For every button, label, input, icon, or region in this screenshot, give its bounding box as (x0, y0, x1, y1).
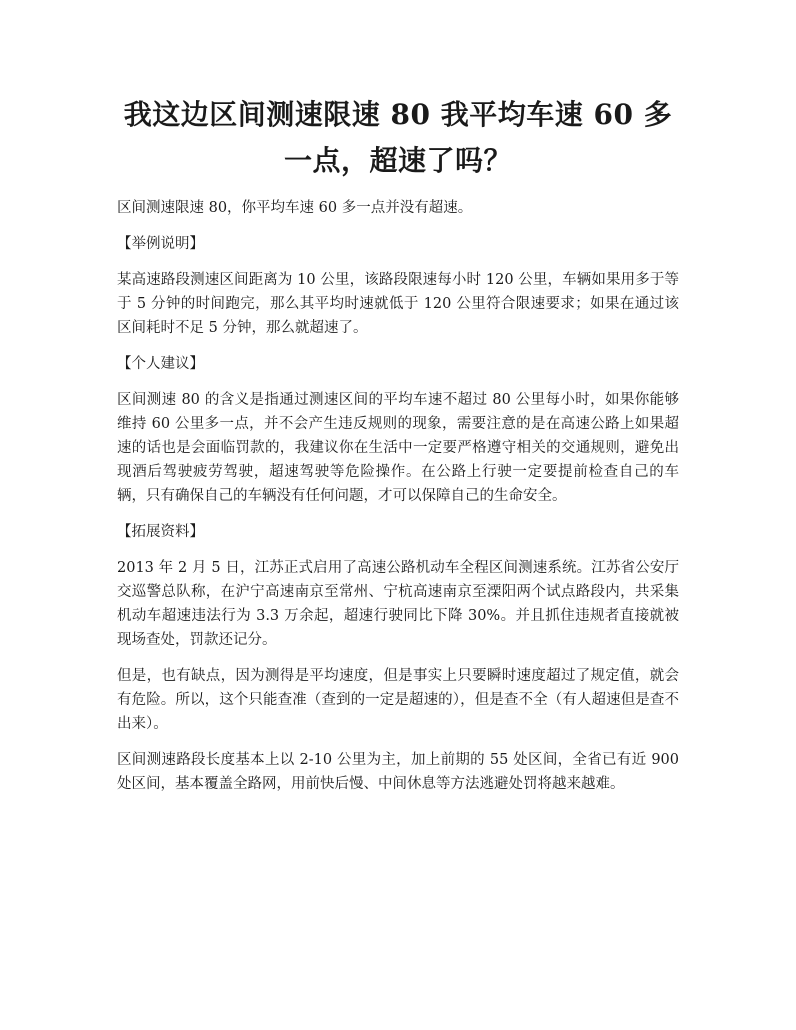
extended-paragraph-1: 2013 年 2 月 5 日，江苏正式启用了高速公路机动车全程区间测速系统。江苏省公安厅交巡警总队称，在沪宁高速南京至常州、宁杭高速南京至溧阳两个试点路段内，共采集机动车超速违法行为 3.3 万余起，超速行驶同比下降 30%。并且抓住违规者直接就被现场查处，罚款还记分。 (117, 560, 679, 648)
example-paragraph: 某高速路段测速区间距离为 10 公里，该路段限速每小时 120 公里，车辆如果用多于等于 5 分钟的时间跑完，那么其平均时速就低于 120 公里符合限速要求；如果在通过该区间耗时不足 5 分钟，那么就超速了。 (117, 272, 679, 336)
extended-paragraph-3: 区间测速路段长度基本上以 2-10 公里为主，加上前期的 55 处区间，全省已有近 900 处区间，基本覆盖全路网，用前快后慢、中间休息等方法逃避处罚将越来越难。 (117, 752, 679, 792)
section-heading-example: 【举例说明】 (117, 236, 204, 252)
section-heading-extended: 【拓展资料】 (117, 524, 204, 540)
section-heading-advice: 【个人建议】 (117, 356, 204, 372)
extended-paragraph-2: 但是，也有缺点，因为测得是平均速度，但是事实上只要瞬时速度超过了规定值，就会有危险。所以，这个只能查准（查到的一定是超速的），但是查不全（有人超速但是查不出来）。 (117, 668, 679, 732)
document-page (117, 92, 679, 808)
page-title: 我这边区间测速限速 80 我平均车速 60 多一点，超速了吗？ (123, 98, 673, 177)
advice-paragraph: 区间测速 80 的含义是指通过测速区间的平均车速不超过 80 公里每小时，如果你能够维持 60 公里多一点，并不会产生违反规则的现象，需要注意的是在高速公路上如果超速的话也是会面临罚款的，我建议你在生活中一定要严格遵守相关的交通规则，避免出现酒后驾驶疲劳驾驶，超速驾驶等危险操作。在公路上行驶一定要提前检查自己的车辆，只有确保自己的车辆没有任何问题，才可以保障自己的生命安全。 (117, 392, 679, 504)
answer-paragraph: 区间测速限速 80，你平均车速 60 多一点并没有超速。 (117, 200, 473, 216)
